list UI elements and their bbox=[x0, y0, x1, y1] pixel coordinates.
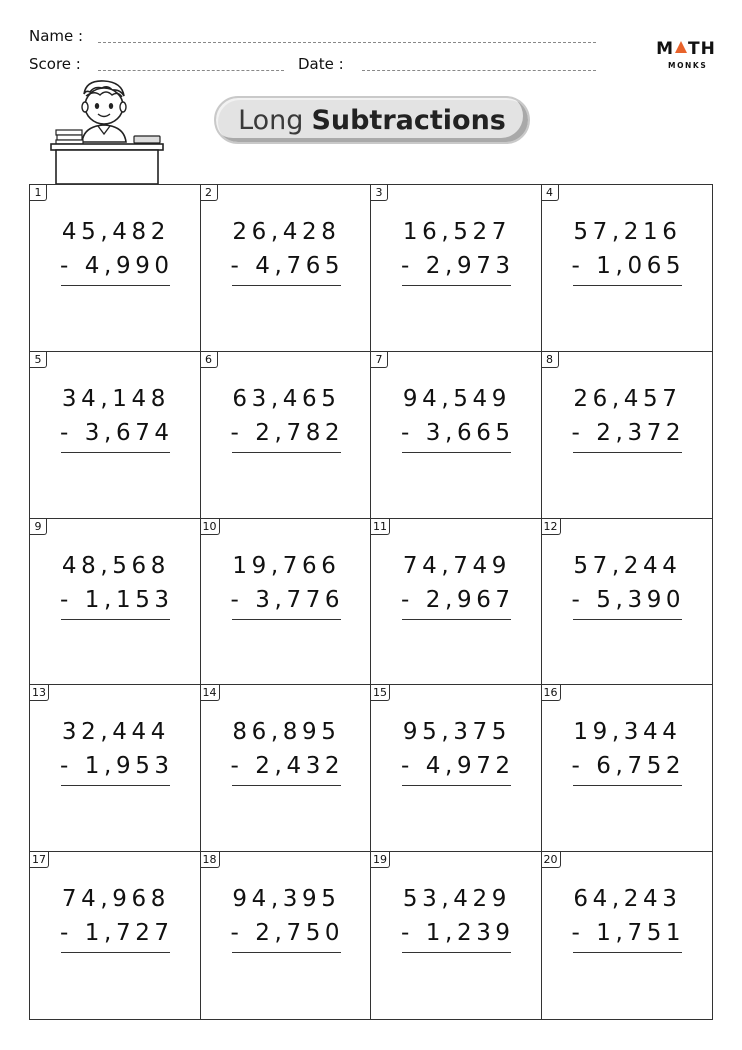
subtraction-problem bbox=[60, 549, 174, 620]
problem-cell bbox=[371, 852, 542, 1019]
logo-text-m: M bbox=[656, 39, 675, 59]
problem-cell bbox=[201, 185, 372, 352]
problem-cell bbox=[542, 185, 713, 352]
problem-number: 3 bbox=[371, 185, 388, 201]
answer-line bbox=[573, 285, 682, 286]
minuend: 26,457 bbox=[573, 385, 682, 412]
minuend: 74,968 bbox=[61, 886, 170, 913]
answer-line bbox=[232, 285, 341, 286]
subtraction-problem bbox=[571, 882, 686, 953]
subtraction-problem bbox=[401, 382, 515, 453]
answer-line bbox=[61, 452, 170, 453]
subtrahend: - 2,782 bbox=[230, 419, 345, 446]
logo-subtext: MONKS bbox=[668, 61, 708, 70]
subtraction-problem bbox=[401, 215, 515, 286]
date-field[interactable] bbox=[362, 70, 596, 71]
problem-number: 20 bbox=[542, 852, 561, 868]
subtrahend: - 2,750 bbox=[230, 920, 345, 947]
problem-cell bbox=[542, 852, 713, 1019]
problem-cell bbox=[371, 185, 542, 352]
math-monks-logo bbox=[654, 40, 718, 70]
subtrahend: - 1,751 bbox=[571, 920, 686, 947]
answer-line bbox=[402, 452, 511, 453]
problem-number: 19 bbox=[371, 852, 390, 868]
problem-grid bbox=[29, 184, 713, 1020]
minuend: 19,344 bbox=[573, 719, 682, 746]
problem-number: 6 bbox=[201, 352, 218, 368]
problem-number: 9 bbox=[30, 519, 47, 535]
problem-number: 1 bbox=[30, 185, 47, 201]
subtraction-problem bbox=[60, 382, 174, 453]
minuend: 86,895 bbox=[232, 719, 341, 746]
problem-cell bbox=[201, 519, 372, 686]
score-label: Score : bbox=[29, 55, 81, 73]
answer-line bbox=[61, 952, 170, 953]
minuend: 94,395 bbox=[232, 886, 341, 913]
minuend: 48,568 bbox=[61, 552, 170, 579]
minuend: 19,766 bbox=[232, 552, 341, 579]
minuend: 64,243 bbox=[573, 886, 682, 913]
problem-number: 8 bbox=[542, 352, 559, 368]
problem-cell bbox=[201, 685, 372, 852]
problem-number: 16 bbox=[542, 685, 561, 701]
subtraction-problem bbox=[571, 382, 686, 453]
problem-cell bbox=[201, 352, 372, 519]
subtrahend: - 2,967 bbox=[401, 586, 515, 613]
problem-number: 10 bbox=[201, 519, 220, 535]
problem-cell bbox=[371, 685, 542, 852]
problem-cell bbox=[542, 352, 713, 519]
answer-line bbox=[61, 619, 170, 620]
problem-cell bbox=[371, 352, 542, 519]
minuend: 74,749 bbox=[402, 552, 511, 579]
logo-text-th: TH bbox=[688, 39, 716, 59]
subtraction-problem bbox=[60, 715, 174, 786]
subtraction-problem bbox=[401, 715, 515, 786]
date-label: Date : bbox=[298, 55, 344, 73]
answer-line bbox=[232, 619, 341, 620]
answer-line bbox=[573, 452, 682, 453]
minuend: 45,482 bbox=[61, 219, 170, 245]
minuend: 53,429 bbox=[402, 886, 511, 913]
subtraction-problem bbox=[230, 882, 345, 953]
subtraction-problem bbox=[571, 715, 686, 786]
subtrahend: - 3,674 bbox=[60, 419, 174, 446]
subtrahend: - 2,432 bbox=[230, 753, 345, 780]
subtraction-problem bbox=[230, 715, 345, 786]
problem-number: 2 bbox=[201, 185, 218, 201]
subtrahend: - 1,239 bbox=[401, 920, 515, 947]
subtraction-problem bbox=[230, 549, 345, 620]
answer-line bbox=[232, 452, 341, 453]
answer-line bbox=[232, 952, 341, 953]
subtrahend: - 4,972 bbox=[401, 753, 515, 780]
problem-number: 15 bbox=[371, 685, 390, 701]
answer-line bbox=[402, 952, 511, 953]
answer-line bbox=[232, 785, 341, 786]
answer-line bbox=[402, 785, 511, 786]
subtrahend: - 2,372 bbox=[571, 419, 686, 446]
subtrahend: - 3,776 bbox=[230, 586, 345, 613]
minuend: 94,549 bbox=[402, 385, 511, 412]
answer-line bbox=[573, 952, 682, 953]
problem-cell bbox=[542, 519, 713, 686]
problem-number: 18 bbox=[201, 852, 220, 868]
name-label: Name : bbox=[29, 27, 84, 45]
problem-number: 5 bbox=[30, 352, 47, 368]
problem-cell bbox=[201, 852, 372, 1019]
answer-line bbox=[402, 619, 511, 620]
subtrahend: - 1,153 bbox=[60, 586, 174, 613]
answer-line bbox=[573, 785, 682, 786]
subtraction-problem bbox=[60, 882, 174, 953]
title-bold-text: Subtractions bbox=[311, 104, 506, 136]
subtraction-problem bbox=[571, 549, 686, 620]
subtraction-problem bbox=[60, 215, 174, 286]
minuend: 26,428 bbox=[232, 219, 341, 245]
subtrahend: - 1,953 bbox=[60, 753, 174, 780]
problem-number: 4 bbox=[542, 185, 559, 201]
minuend: 95,375 bbox=[402, 719, 511, 746]
subtrahend: - 4,765 bbox=[230, 253, 345, 279]
subtraction-problem bbox=[401, 882, 515, 953]
name-field[interactable] bbox=[98, 42, 596, 43]
triangle-icon bbox=[675, 41, 687, 53]
problem-number: 12 bbox=[542, 519, 561, 535]
subtrahend: - 1,727 bbox=[60, 920, 174, 947]
subtrahend: - 2,973 bbox=[401, 253, 515, 279]
problem-cell bbox=[30, 352, 201, 519]
problem-cell bbox=[542, 685, 713, 852]
subtrahend: - 4,990 bbox=[60, 253, 174, 279]
minuend: 57,244 bbox=[573, 552, 682, 579]
worksheet-title bbox=[214, 96, 530, 144]
title-light-text: Long bbox=[238, 104, 304, 136]
score-field[interactable] bbox=[98, 70, 284, 71]
answer-line bbox=[61, 285, 170, 286]
minuend: 32,444 bbox=[61, 719, 170, 746]
subtrahend: - 3,665 bbox=[401, 419, 515, 446]
problem-cell bbox=[30, 185, 201, 352]
problem-number: 13 bbox=[30, 685, 49, 701]
subtraction-problem bbox=[401, 549, 515, 620]
problem-number: 7 bbox=[371, 352, 388, 368]
problem-number: 14 bbox=[201, 685, 220, 701]
subtraction-problem bbox=[230, 215, 345, 286]
boy-at-desk-icon bbox=[50, 76, 166, 186]
minuend: 63,465 bbox=[232, 385, 341, 412]
problem-cell bbox=[30, 852, 201, 1019]
minuend: 16,527 bbox=[402, 219, 511, 245]
subtrahend: - 1,065 bbox=[571, 253, 686, 279]
subtraction-problem bbox=[230, 382, 345, 453]
problem-cell bbox=[371, 519, 542, 686]
subtraction-problem bbox=[571, 215, 686, 286]
minuend: 34,148 bbox=[61, 385, 170, 412]
problem-number: 17 bbox=[30, 852, 49, 868]
answer-line bbox=[402, 285, 511, 286]
subtrahend: - 5,390 bbox=[571, 586, 686, 613]
minuend: 57,216 bbox=[573, 219, 682, 245]
subtrahend: - 6,752 bbox=[571, 753, 686, 780]
problem-cell bbox=[30, 519, 201, 686]
problem-cell bbox=[30, 685, 201, 852]
answer-line bbox=[61, 785, 170, 786]
answer-line bbox=[573, 619, 682, 620]
problem-number: 11 bbox=[371, 519, 390, 535]
